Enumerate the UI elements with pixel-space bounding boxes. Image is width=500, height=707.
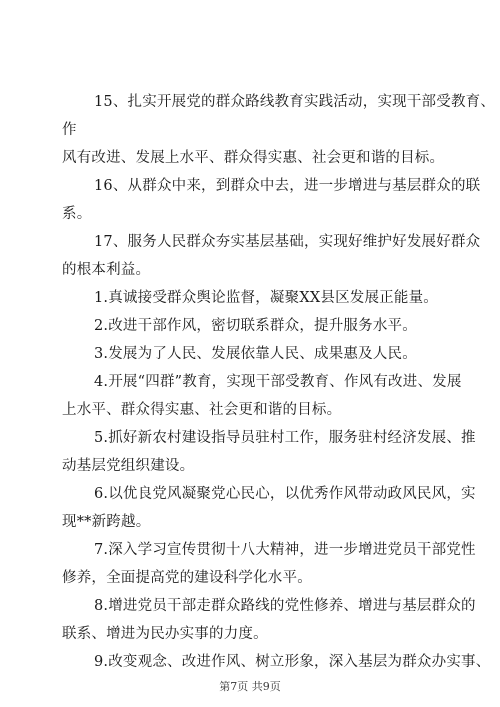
text-line-21: 9.改变观念、改进作风、树立形象，深入基层为群众办实事、 (94, 654, 491, 670)
text-line-12: 上水平、群众得实惠、社会更和谐的目标。 (62, 402, 342, 418)
text-line-11: 4.开展“四群”教育，实现干部受教育、作风有改进、发展 (94, 374, 462, 390)
text-line-3: 风有改进、发展上水平、群众得实惠、社会更和谐的目标。 (62, 150, 445, 166)
text-line-5: 系。 (62, 206, 92, 222)
text-line-2: 作 (62, 122, 77, 138)
text-line-19: 8.增进党员干部走群众路线的党性修养、增进与基层群众的 (94, 598, 476, 614)
text-line-14: 动基层党组织建设。 (62, 458, 195, 474)
text-line-6: 17、服务人民群众夯实基层基础，实现好维护好发展好群众 (94, 234, 481, 250)
text-line-10: 3.发展为了人民、发展依靠人民、成果惠及人民。 (94, 346, 417, 362)
text-line-20: 联系、增进为民办实事的力度。 (62, 626, 268, 642)
text-line-16: 现**新跨越。 (62, 514, 151, 530)
text-line-15: 6.以优良党风凝聚党心民心，以优秀作风带动政风民风，实 (94, 486, 476, 502)
text-line-8: 1.真诚接受群众舆论监督，凝聚XX县区发展正能量。 (94, 290, 438, 306)
text-line-4: 16、从群众中来，到群众中去，进一步增进与基层群众的联 (94, 178, 481, 194)
text-line-1: 15、扎实开展党的群众路线教育实践活动，实现干部受教育、 (94, 94, 496, 110)
text-line-9: 2.改进干部作风，密切联系群众，提升服务水平。 (94, 318, 417, 334)
text-line-7: 的根本利益。 (62, 262, 151, 278)
page-footer: 第7页 共9页 (219, 680, 281, 693)
text-line-13: 5.抓好新农村建设指导员驻村工作，服务驻村经济发展、推 (94, 430, 476, 446)
text-line-17: 7.深入学习宣传贯彻十八大精神，进一步增进党员干部党性 (94, 542, 476, 558)
text-line-18: 修养，全面提高党的建设科学化水平。 (62, 570, 312, 586)
